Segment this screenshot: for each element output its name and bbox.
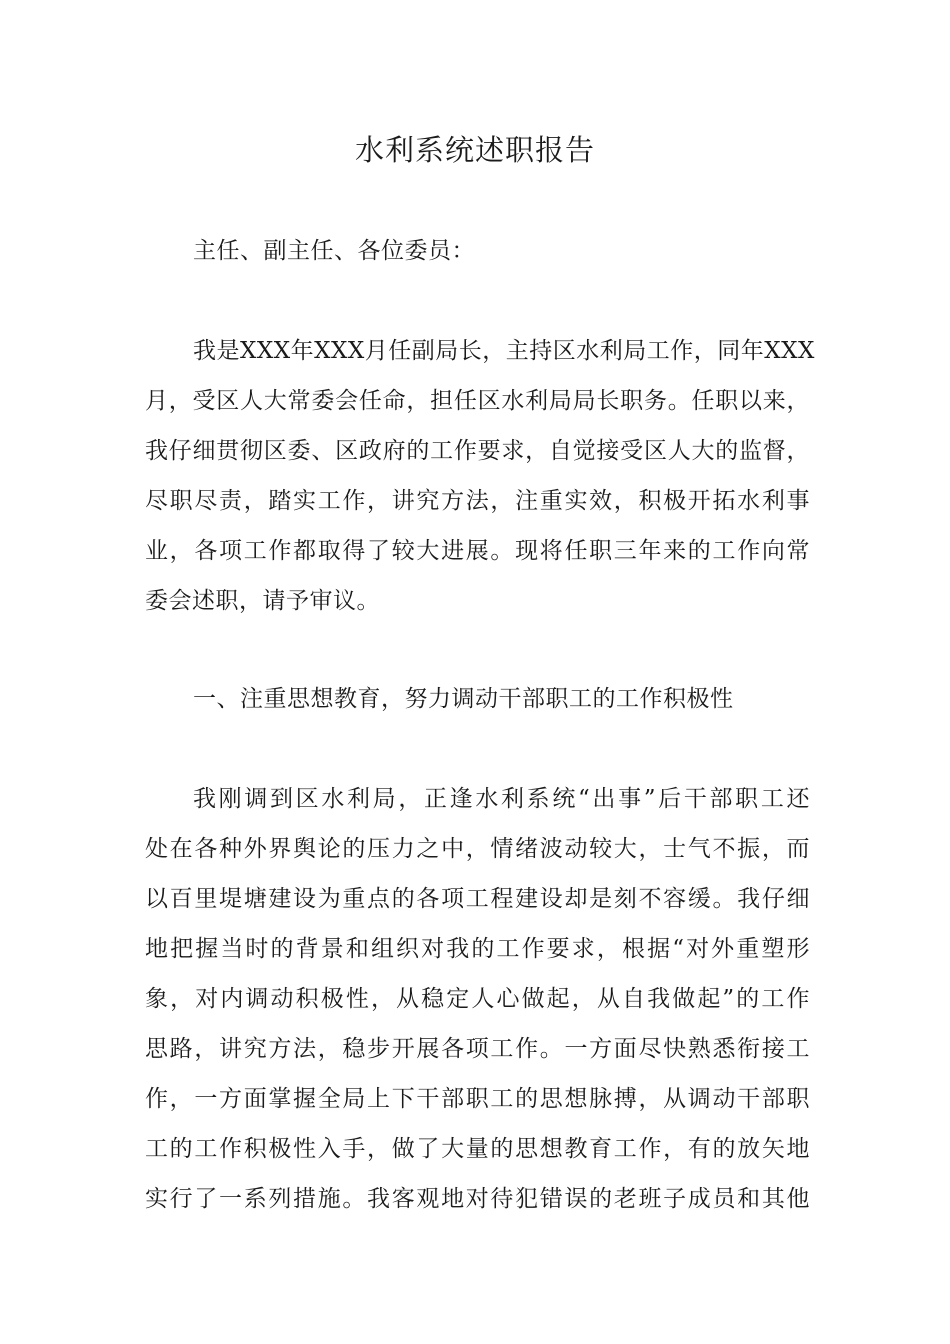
paragraph-line: 思路，讲究方法，稳步开展各项工作。一方面尽快熟悉衔接工 (145, 1036, 810, 1062)
paragraph-line: 以百里堤塘建设为重点的各项工程建设却是刻不容缓。我仔细 (145, 886, 810, 912)
paragraph-intro (145, 326, 815, 626)
paragraph-section1 (145, 774, 810, 1224)
paragraph-line: 象，对内调动积极性，从稳定人心做起，从自我做起”的工作 (145, 986, 810, 1012)
paragraph-line: 实行了一系列措施。我客观地对待犯错误的老班子成员和其他 (145, 1186, 810, 1212)
paragraph-line: 尽职尽责，踏实工作，讲究方法，注重实效，积极开拓水利事 (145, 488, 810, 514)
section-heading (145, 674, 810, 724)
paragraph-line: 处在各种外界舆论的压力之中，情绪波动较大，士气不振，而 (145, 836, 810, 862)
paragraph-line: 工的工作积极性入手，做了大量的思想教育工作，有的放矢地 (145, 1136, 810, 1162)
paragraph-line: 月，受区人大常委会任命，担任区水利局局长职务。任职以来， (145, 388, 810, 414)
paragraph-line: 作，一方面掌握全局上下干部职工的思想脉搏，从调动干部职 (145, 1086, 810, 1112)
paragraph-line: 业，各项工作都取得了较大进展。现将任职三年来的工作向常 (145, 538, 810, 564)
paragraph-line: 地把握当时的背景和组织对我的工作要求，根据“对外重塑形 (145, 936, 810, 962)
salutation (145, 226, 810, 276)
paragraph-line: 我是XXX年XXX月任副局长，主持区水利局工作，同年XXX (193, 338, 815, 364)
section-heading-text: 一、注重思想教育，努力调动干部职工的工作积极性 (193, 686, 734, 712)
document-title: 水利系统述职报告 (354, 133, 595, 167)
paragraph-line: 我刚调到区水利局，正逢水利系统“出事”后干部职工还 (193, 786, 810, 812)
paragraph-line: 我仔细贯彻区委、区政府的工作要求，自觉接受区人大的监督， (145, 438, 810, 464)
salutation-line: 主任、副主任、各位委员： (193, 238, 475, 264)
paragraph-line: 委会述职，请予审议。 (145, 588, 380, 614)
